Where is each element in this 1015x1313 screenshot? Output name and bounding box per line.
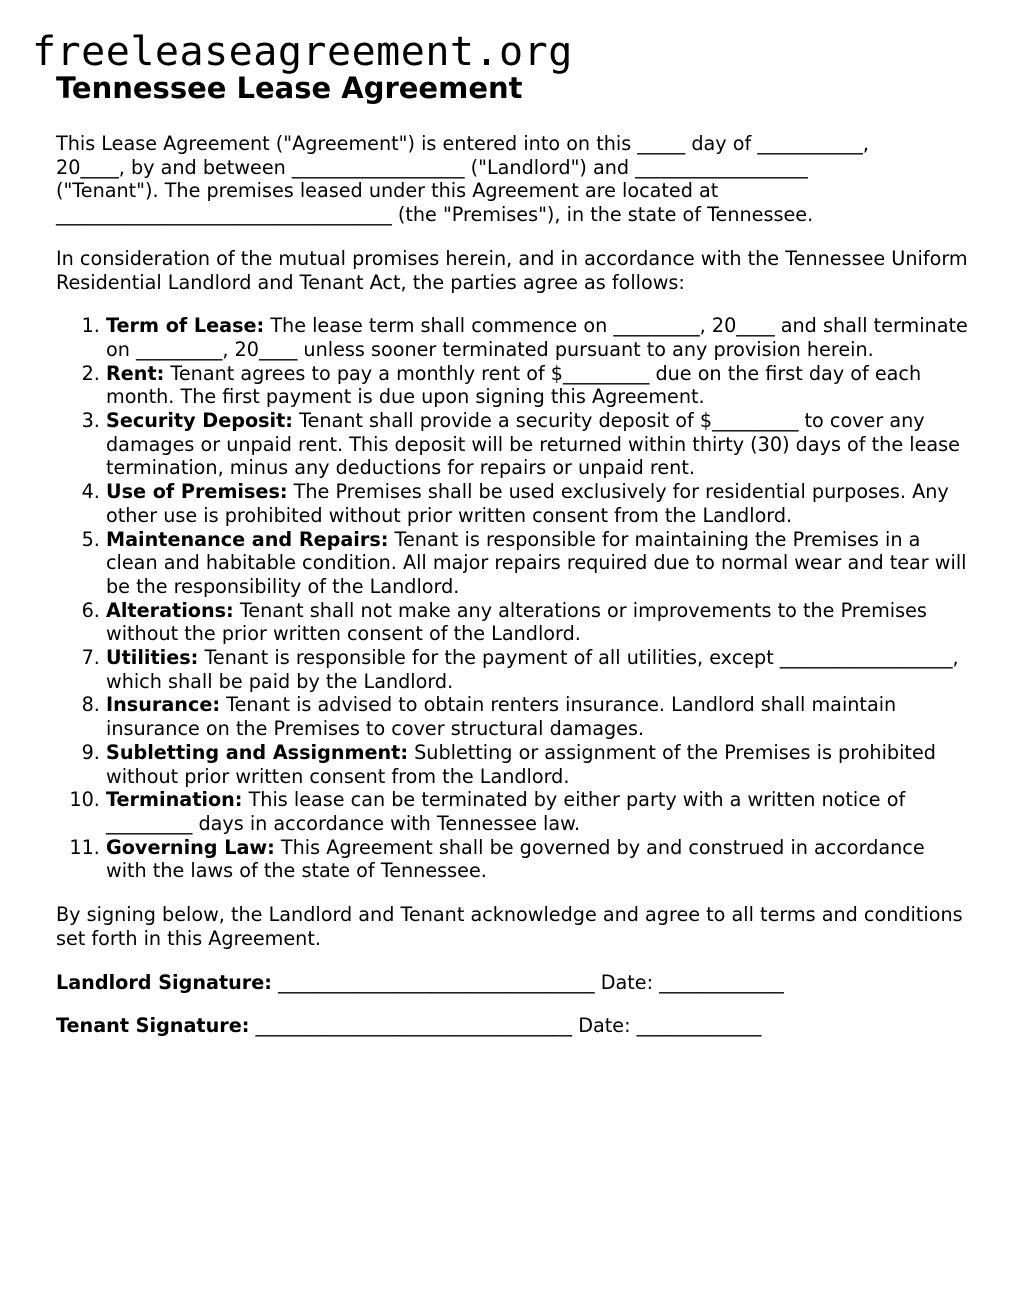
term-item — [106, 693, 971, 740]
term-text: The lease term shall commence on _________, 20____ and shall terminate on _________, 20____ unless sooner terminated pursuant to any provision herein. — [106, 314, 968, 361]
term-label: Rent: — [106, 361, 165, 385]
term-label: Maintenance and Repairs: — [106, 527, 389, 551]
term-item — [106, 599, 971, 646]
landlord-signature-row — [56, 971, 971, 995]
term-item — [106, 314, 971, 361]
term-text: Tenant is responsible for maintaining the Premises in a clean and habitable condition. All major repairs required due to normal wear and tear will be the responsibility of the Landlord. — [106, 527, 967, 598]
closing-paragraph: By signing below, the Landlord and Tenant acknowledge and agree to all terms and conditions set forth in this Agreement. — [56, 903, 963, 950]
term-label: Subletting and Assignment: — [106, 740, 408, 764]
term-label: Term of Lease: — [106, 314, 265, 338]
term-text: Tenant agrees to pay a monthly rent of $_________ due on the first day of each month. The first payment is due upon signing this Agreement. — [106, 361, 922, 409]
term-label: Utilities: — [106, 646, 199, 670]
term-text: Tenant shall not make any alterations or improvements to the Premises without the prior written consent of the Landlord. — [106, 598, 927, 646]
site-watermark: freeleaseagreement.org — [32, 29, 573, 75]
term-label: Governing Law: — [106, 835, 275, 859]
terms-list — [56, 314, 971, 883]
tenant-signature-label: Tenant Signature: — [56, 1014, 250, 1038]
term-label: Termination: — [106, 788, 243, 812]
lease-document — [56, 70, 971, 1058]
term-item — [106, 528, 971, 599]
intro-line: 20____, by and between __________________ ("Landlord") and __________________ — [56, 155, 808, 179]
intro-paragraph — [56, 132, 971, 227]
term-text: The Premises shall be used exclusively for residential purposes. Any other use is prohibited without prior written consent from the Landlord. — [106, 480, 949, 527]
term-text: This Agreement shall be governed by and construed in accordance with the laws of the state of Tennessee. — [106, 835, 925, 883]
term-item — [106, 788, 971, 835]
consideration-paragraph: In consideration of the mutual promises herein, and in accordance with the Tennessee Uniform Residential Landlord and Tenant Act, the parties agree as follows: — [56, 246, 968, 294]
term-label: Use of Premises: — [106, 480, 288, 504]
intro-line: This Lease Agreement ("Agreement") is entered into on this _____ day of ___________, — [56, 132, 869, 155]
intro-line: ___________________________________ (the "Premises"), in the state of Tennessee. — [56, 203, 814, 227]
term-label: Alterations: — [106, 598, 234, 622]
term-item — [106, 741, 971, 788]
tenant-signature-line: _________________________________ Date: _____________ — [255, 1014, 762, 1038]
document-title: Tennessee Lease Agreement — [56, 71, 523, 105]
landlord-signature-label: Landlord Signature: — [56, 970, 272, 994]
term-item — [106, 480, 971, 527]
term-item — [106, 646, 971, 693]
landlord-signature-line: _________________________________ Date: _____________ — [278, 970, 784, 994]
term-item — [106, 362, 971, 409]
term-text: Subletting or assignment of the Premises is prohibited without prior written consent from the Landlord. — [106, 740, 936, 788]
term-item — [106, 409, 971, 480]
term-label: Security Deposit: — [106, 409, 293, 433]
tenant-signature-row — [56, 1014, 971, 1038]
term-text: Tenant shall provide a security deposit of $_________ to cover any damages or unpaid rent. This deposit will be returned within thirty (30) days of the lease termination, minus any deductions for repairs or unpaid rent. — [106, 409, 960, 480]
term-text: This lease can be terminated by either party with a written notice of _________ days in accordance with Tennessee law. — [106, 788, 906, 835]
term-text: Tenant is advised to obtain renters insurance. Landlord shall maintain insurance on the Premises to cover structural damages. — [106, 693, 897, 741]
term-item — [106, 836, 971, 883]
term-label: Insurance: — [106, 693, 221, 717]
intro-line: ("Tenant"). The premises leased under this Agreement are located at — [56, 179, 719, 203]
term-text: Tenant is responsible for the payment of all utilities, except __________________, which shall be paid by the Landlord. — [106, 646, 959, 693]
